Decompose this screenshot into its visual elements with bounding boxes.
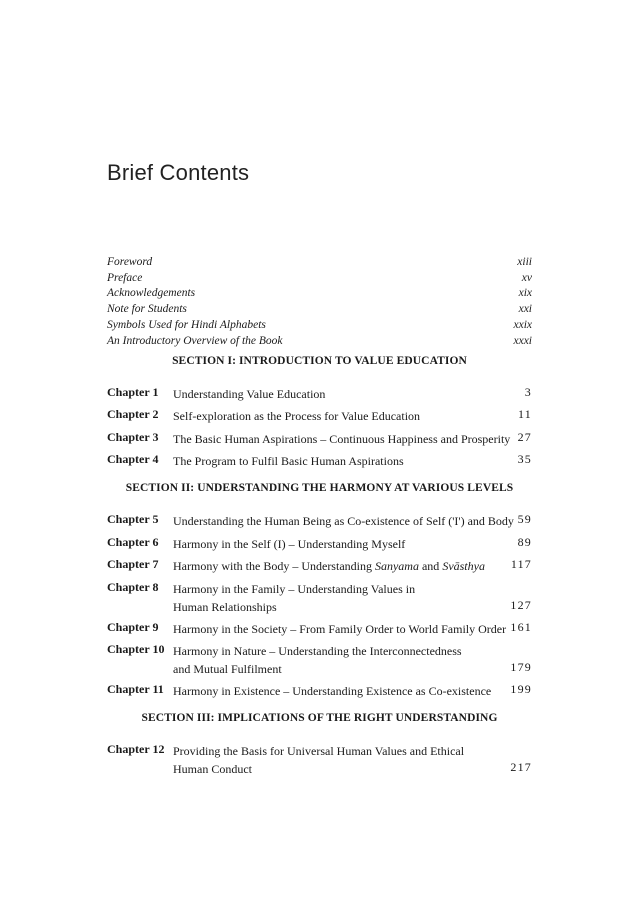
chapter-page: 127 [510, 598, 532, 612]
chapter-label: Chapter 1 [107, 385, 159, 399]
chapter-page: 199 [510, 682, 532, 696]
chapter-title-term: Sanyama [374, 559, 419, 573]
chapter-label: Chapter 6 [107, 535, 159, 549]
chapter-label: Chapter 12 [107, 742, 165, 756]
front-matter-page: xv [521, 271, 532, 284]
front-matter-page: xxi [518, 303, 532, 316]
chapter-label: Chapter 10 [107, 642, 165, 656]
chapter-title: The Program to Fulfil Basic Human Aspirations [173, 454, 404, 468]
chapter-title-line2: Human Relationships [173, 600, 277, 614]
chapter-title-part: and [418, 559, 443, 573]
front-matter-item[interactable] [107, 286, 532, 302]
front-matter-page: xix [518, 287, 532, 300]
chapter-title: Harmony in Nature – Understanding the Interconnectedness [173, 644, 462, 658]
chapter-page: 3 [524, 385, 532, 399]
chapter-title: Harmony in the Family – Understanding Values in [173, 582, 416, 596]
chapter-title: Harmony in Existence – Understanding Existence as Co-existence [173, 684, 492, 698]
chapter-label: Chapter 3 [107, 430, 159, 444]
chapter-title: Harmony in the Society – From Family Order to World Family Order [173, 622, 507, 636]
front-matter-label: Symbols Used for Hindi Alphabets [107, 318, 266, 331]
chapter-page: 11 [518, 407, 532, 421]
chapter-page: 179 [510, 660, 532, 674]
chapter-page: 161 [510, 620, 532, 634]
chapter-title-term: Svāsthya [442, 559, 485, 573]
chapter-label: Chapter 11 [107, 682, 164, 696]
front-matter-label: An Introductory Overview of the Book [107, 334, 283, 347]
page-title: Brief Contents [107, 160, 250, 185]
front-matter-label: Preface [107, 271, 143, 284]
chapter-page: 89 [517, 535, 532, 549]
front-matter-item[interactable] [107, 334, 532, 350]
chapter-page: 59 [517, 512, 532, 526]
chapter-title-line2: Human Conduct [173, 762, 252, 776]
chapter-page: 27 [517, 430, 532, 444]
chapter-title-part: Harmony with the Body – Understanding [173, 559, 375, 573]
front-matter-page: xxix [513, 318, 532, 331]
chapter-label: Chapter 8 [107, 580, 159, 594]
chapter-page: 117 [510, 557, 532, 571]
chapter-title [173, 557, 503, 575]
chapter-label: Chapter 5 [107, 512, 159, 526]
chapter-page: 217 [510, 760, 532, 774]
front-matter-page: xxxi [513, 334, 532, 347]
chapter-title: Self-exploration as the Process for Value Education [173, 409, 421, 423]
chapter-title: Harmony in the Self (I) – Understanding Myself [173, 537, 406, 551]
chapter-title-line2: and Mutual Fulfilment [173, 662, 282, 676]
chapter-title: Understanding the Human Being as Co-existence of Self ('I') and Body [173, 514, 514, 528]
chapter-title: Understanding Value Education [173, 387, 326, 401]
chapter-title: The Basic Human Aspirations – Continuous Happiness and Prosperity [173, 432, 511, 446]
front-matter-label: Acknowledgements [107, 287, 196, 300]
front-matter-item[interactable] [107, 255, 532, 271]
front-matter-label: Note for Students [107, 303, 187, 316]
section-heading: SECTION I: INTRODUCTION TO VALUE EDUCATION [172, 355, 467, 367]
section-heading: SECTION II: UNDERSTANDING THE HARMONY AT VARIOUS LEVELS [125, 482, 514, 494]
front-matter-item[interactable] [107, 318, 532, 334]
chapter-title: Providing the Basis for Universal Human Values and Ethical [173, 744, 465, 758]
front-matter-item[interactable] [107, 302, 532, 318]
chapter-label: Chapter 7 [107, 557, 159, 571]
chapter-label: Chapter 9 [107, 620, 159, 634]
front-matter-page: xiii [517, 256, 532, 268]
section-heading: SECTION III: IMPLICATIONS OF THE RIGHT UNDERSTANDING [141, 712, 498, 724]
chapter-label: Chapter 4 [107, 452, 159, 466]
front-matter-label: Foreword [107, 256, 153, 268]
front-matter-list [107, 255, 532, 349]
chapter-page: 35 [517, 452, 532, 466]
front-matter-item[interactable] [107, 271, 532, 287]
chapter-label: Chapter 2 [107, 407, 159, 421]
